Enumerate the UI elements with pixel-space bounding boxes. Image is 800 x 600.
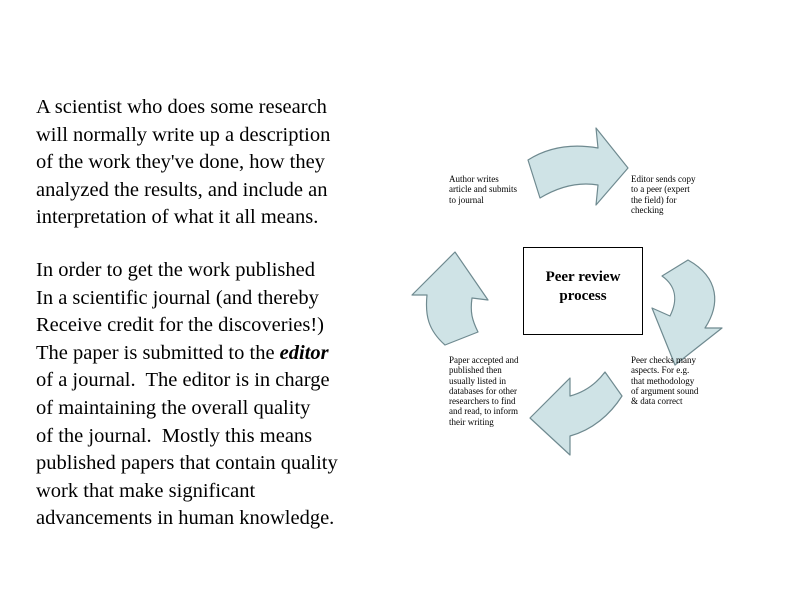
step-text-line: researchers to find [449, 396, 516, 407]
text-line: Receive credit for the discoveries!) [36, 314, 325, 337]
step-text-line: Paper accepted and [449, 355, 519, 365]
arrow-up-icon [412, 252, 488, 345]
text-line: A scientist who does some research [36, 96, 327, 118]
text-line: will normally write up a description [36, 123, 331, 146]
step-text-line: the field) for [631, 194, 677, 205]
intro-paragraph-2 [36, 257, 338, 533]
text-line: advancements in human knowledge. [36, 507, 335, 530]
step-text-line: published then [449, 365, 502, 376]
text-line: of maintaining the overall quality [36, 396, 311, 419]
editor-emphasis: editor [279, 341, 329, 364]
step-text-line: to journal [449, 194, 484, 205]
text-line: analyzed the results, and include an [36, 178, 328, 201]
peer-review-cycle-diagram [400, 120, 800, 480]
step-text-line: Editor sends copy [631, 174, 696, 184]
step-text-line: databases for other [449, 385, 517, 396]
text-line: work that make significant [36, 479, 256, 502]
center-title-line: process [559, 288, 607, 304]
step-text-line: article and submits [449, 184, 517, 195]
text-line: of the journal. Mostly this means [36, 424, 313, 447]
text-line: interpretation of what it all means. [36, 206, 319, 229]
text-line: of a journal. The editor is in charge [36, 369, 330, 392]
arrow-right-icon [528, 128, 628, 205]
text-line: In a scientific journal (and thereby [36, 286, 319, 309]
text-line-editor [36, 340, 338, 368]
text-line: In order to get the work published [36, 259, 315, 281]
step-text-line: and read, to inform [449, 406, 518, 417]
step-author-writes [449, 174, 517, 205]
text-line: published papers that contain quality [36, 452, 338, 475]
arrow-left-icon [530, 372, 622, 455]
editor-line-prefix: The paper is submitted to the [36, 341, 280, 364]
step-text-line: usually listed in [449, 375, 506, 386]
step-text-line: Author writes [449, 174, 499, 184]
step-editor-sends [631, 174, 696, 215]
step-text-line: their writing [449, 416, 494, 427]
step-peer-checks [631, 355, 698, 406]
center-title-line: Peer review [545, 269, 621, 285]
text-line: of the work they've done, how they [36, 151, 325, 174]
step-text-line: of argument sound [631, 385, 699, 396]
arrow-down-icon [652, 260, 722, 365]
step-text-line: to a peer (expert [631, 184, 690, 195]
intro-paragraph-1 [36, 94, 330, 232]
step-text-line: checking [631, 204, 664, 215]
step-text-line: that methodology [631, 375, 695, 386]
step-paper-published [449, 355, 518, 427]
center-box-peer-review [523, 247, 643, 335]
step-text-line: Peer checks many [631, 355, 696, 365]
step-text-line: & data correct [631, 396, 683, 407]
step-text-line: aspects. For e.g. [631, 365, 690, 376]
